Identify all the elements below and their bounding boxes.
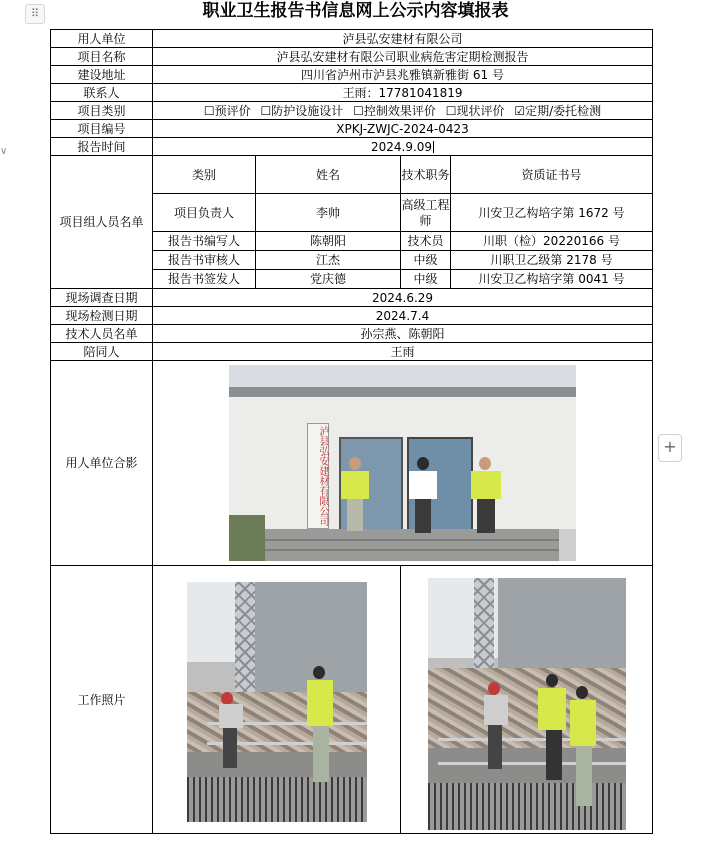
- member-name[interactable]: 李帅: [256, 194, 401, 232]
- collapse-arrow-icon[interactable]: ∨: [0, 146, 8, 157]
- member-cert[interactable]: 川安卫乙构培字第 1672 号: [451, 194, 653, 232]
- report-date-value[interactable]: 2024.9.09: [370, 139, 433, 154]
- member-cert[interactable]: 川安卫乙构培字第 0041 号: [451, 270, 653, 289]
- site-survey-label: 现场调查日期: [51, 289, 153, 307]
- option-periodic-testing[interactable]: [514, 104, 601, 118]
- add-button[interactable]: +: [658, 434, 682, 462]
- option-label: 定期/委托检测: [525, 103, 602, 118]
- site-test-value[interactable]: 2024.7.4: [153, 307, 653, 325]
- group-photo-label: 用人单位合影: [51, 361, 153, 566]
- option-label: 防护设施设计: [271, 103, 344, 118]
- project-name-value[interactable]: 泸县弘安建材有限公司职业病危害定期检测报告: [153, 48, 653, 66]
- technicians-value[interactable]: 孙宗燕、陈朝阳: [153, 325, 653, 343]
- row-work-photos: [51, 566, 653, 834]
- team-header-name: 姓名: [256, 156, 401, 194]
- member-cert[interactable]: 川职（检）20220166 号: [451, 232, 653, 251]
- employer-value[interactable]: 泸县弘安建材有限公司: [153, 30, 653, 48]
- report-date-cell[interactable]: [153, 138, 653, 156]
- checkbox-checked-icon[interactable]: ☑: [514, 103, 526, 118]
- technicians-label: 技术人员名单: [51, 325, 153, 343]
- work-photo-cell-2: [401, 566, 653, 834]
- text-cursor: [433, 141, 434, 153]
- contact-label: 联系人: [51, 84, 153, 102]
- row-group-photo: [51, 361, 653, 566]
- row-report-date: [51, 138, 653, 156]
- checkbox-icon[interactable]: ☐: [203, 103, 215, 118]
- employer-label: 用人单位: [51, 30, 153, 48]
- address-value[interactable]: 四川省泸州市泸县兆雅镇新雅街 61 号: [153, 66, 653, 84]
- contact-value[interactable]: 王雨：17781041819: [153, 84, 653, 102]
- row-project-no: [51, 120, 653, 138]
- group-photo-image[interactable]: [229, 365, 576, 561]
- option-pre-evaluation[interactable]: [204, 104, 251, 118]
- project-name-label: 项目名称: [51, 48, 153, 66]
- group-photo-cell: [153, 361, 653, 566]
- option-label: 现状评价: [456, 103, 505, 118]
- report-form-table: [50, 29, 653, 834]
- address-label: 建设地址: [51, 66, 153, 84]
- member-name[interactable]: 江杰: [256, 251, 401, 270]
- report-date-label: 报告时间: [51, 138, 153, 156]
- team-header-category: 类别: [153, 156, 256, 194]
- project-no-value[interactable]: XPKJ-ZWJC-2024-0423: [153, 120, 653, 138]
- project-no-label: 项目编号: [51, 120, 153, 138]
- option-control-effect[interactable]: [353, 104, 436, 118]
- team-label: 项目组人员名单: [51, 156, 153, 289]
- checkbox-icon[interactable]: ☐: [260, 103, 272, 118]
- team-header-cert: 资质证书号: [451, 156, 653, 194]
- row-employer: [51, 30, 653, 48]
- row-category: [51, 102, 653, 120]
- member-title[interactable]: 中级: [401, 270, 451, 289]
- company-sign: 泸县弘安建材有限公司: [307, 423, 329, 529]
- member-title[interactable]: 技术员: [401, 232, 451, 251]
- member-name[interactable]: 党庆德: [256, 270, 401, 289]
- team-header-title: 技术职务: [401, 156, 451, 194]
- member-role[interactable]: 项目负责人: [153, 194, 256, 232]
- row-contact: [51, 84, 653, 102]
- option-status-evaluation[interactable]: [446, 104, 505, 118]
- escort-value[interactable]: 王雨: [153, 343, 653, 361]
- site-survey-value[interactable]: 2024.6.29: [153, 289, 653, 307]
- escort-label: 陪同人: [51, 343, 153, 361]
- work-photo-cell-1: [153, 566, 401, 834]
- drag-handle-icon[interactable]: ⠿: [25, 4, 45, 24]
- row-project-name: [51, 48, 653, 66]
- option-label: 控制效果评价: [363, 103, 436, 118]
- page-title: 职业卫生报告书信息网上公示内容填报表: [202, 1, 509, 21]
- member-title[interactable]: 高级工程师: [401, 194, 451, 232]
- row-site-test: [51, 307, 653, 325]
- site-test-label: 现场检测日期: [51, 307, 153, 325]
- member-role[interactable]: 报告书审核人: [153, 251, 256, 270]
- member-cert[interactable]: 川职卫乙级第 2178 号: [451, 251, 653, 270]
- work-photo-label: 工作照片: [51, 566, 153, 834]
- checkbox-icon[interactable]: ☐: [353, 103, 364, 118]
- member-role[interactable]: 报告书签发人: [153, 270, 256, 289]
- row-address: [51, 66, 653, 84]
- member-role[interactable]: 报告书编写人: [153, 232, 256, 251]
- member-title[interactable]: 中级: [401, 251, 451, 270]
- work-photo-image-2[interactable]: [428, 578, 626, 830]
- option-label: 预评价: [214, 103, 251, 118]
- option-protection-design[interactable]: [260, 104, 343, 118]
- work-photo-image-1[interactable]: [187, 582, 367, 822]
- row-escort: [51, 343, 653, 361]
- checkbox-icon[interactable]: ☐: [445, 103, 457, 118]
- row-technicians: [51, 325, 653, 343]
- category-label: 项目类别: [51, 102, 153, 120]
- member-name[interactable]: 陈朝阳: [256, 232, 401, 251]
- category-options: [153, 102, 653, 120]
- row-site-survey: [51, 289, 653, 307]
- team-header-row: [51, 156, 653, 194]
